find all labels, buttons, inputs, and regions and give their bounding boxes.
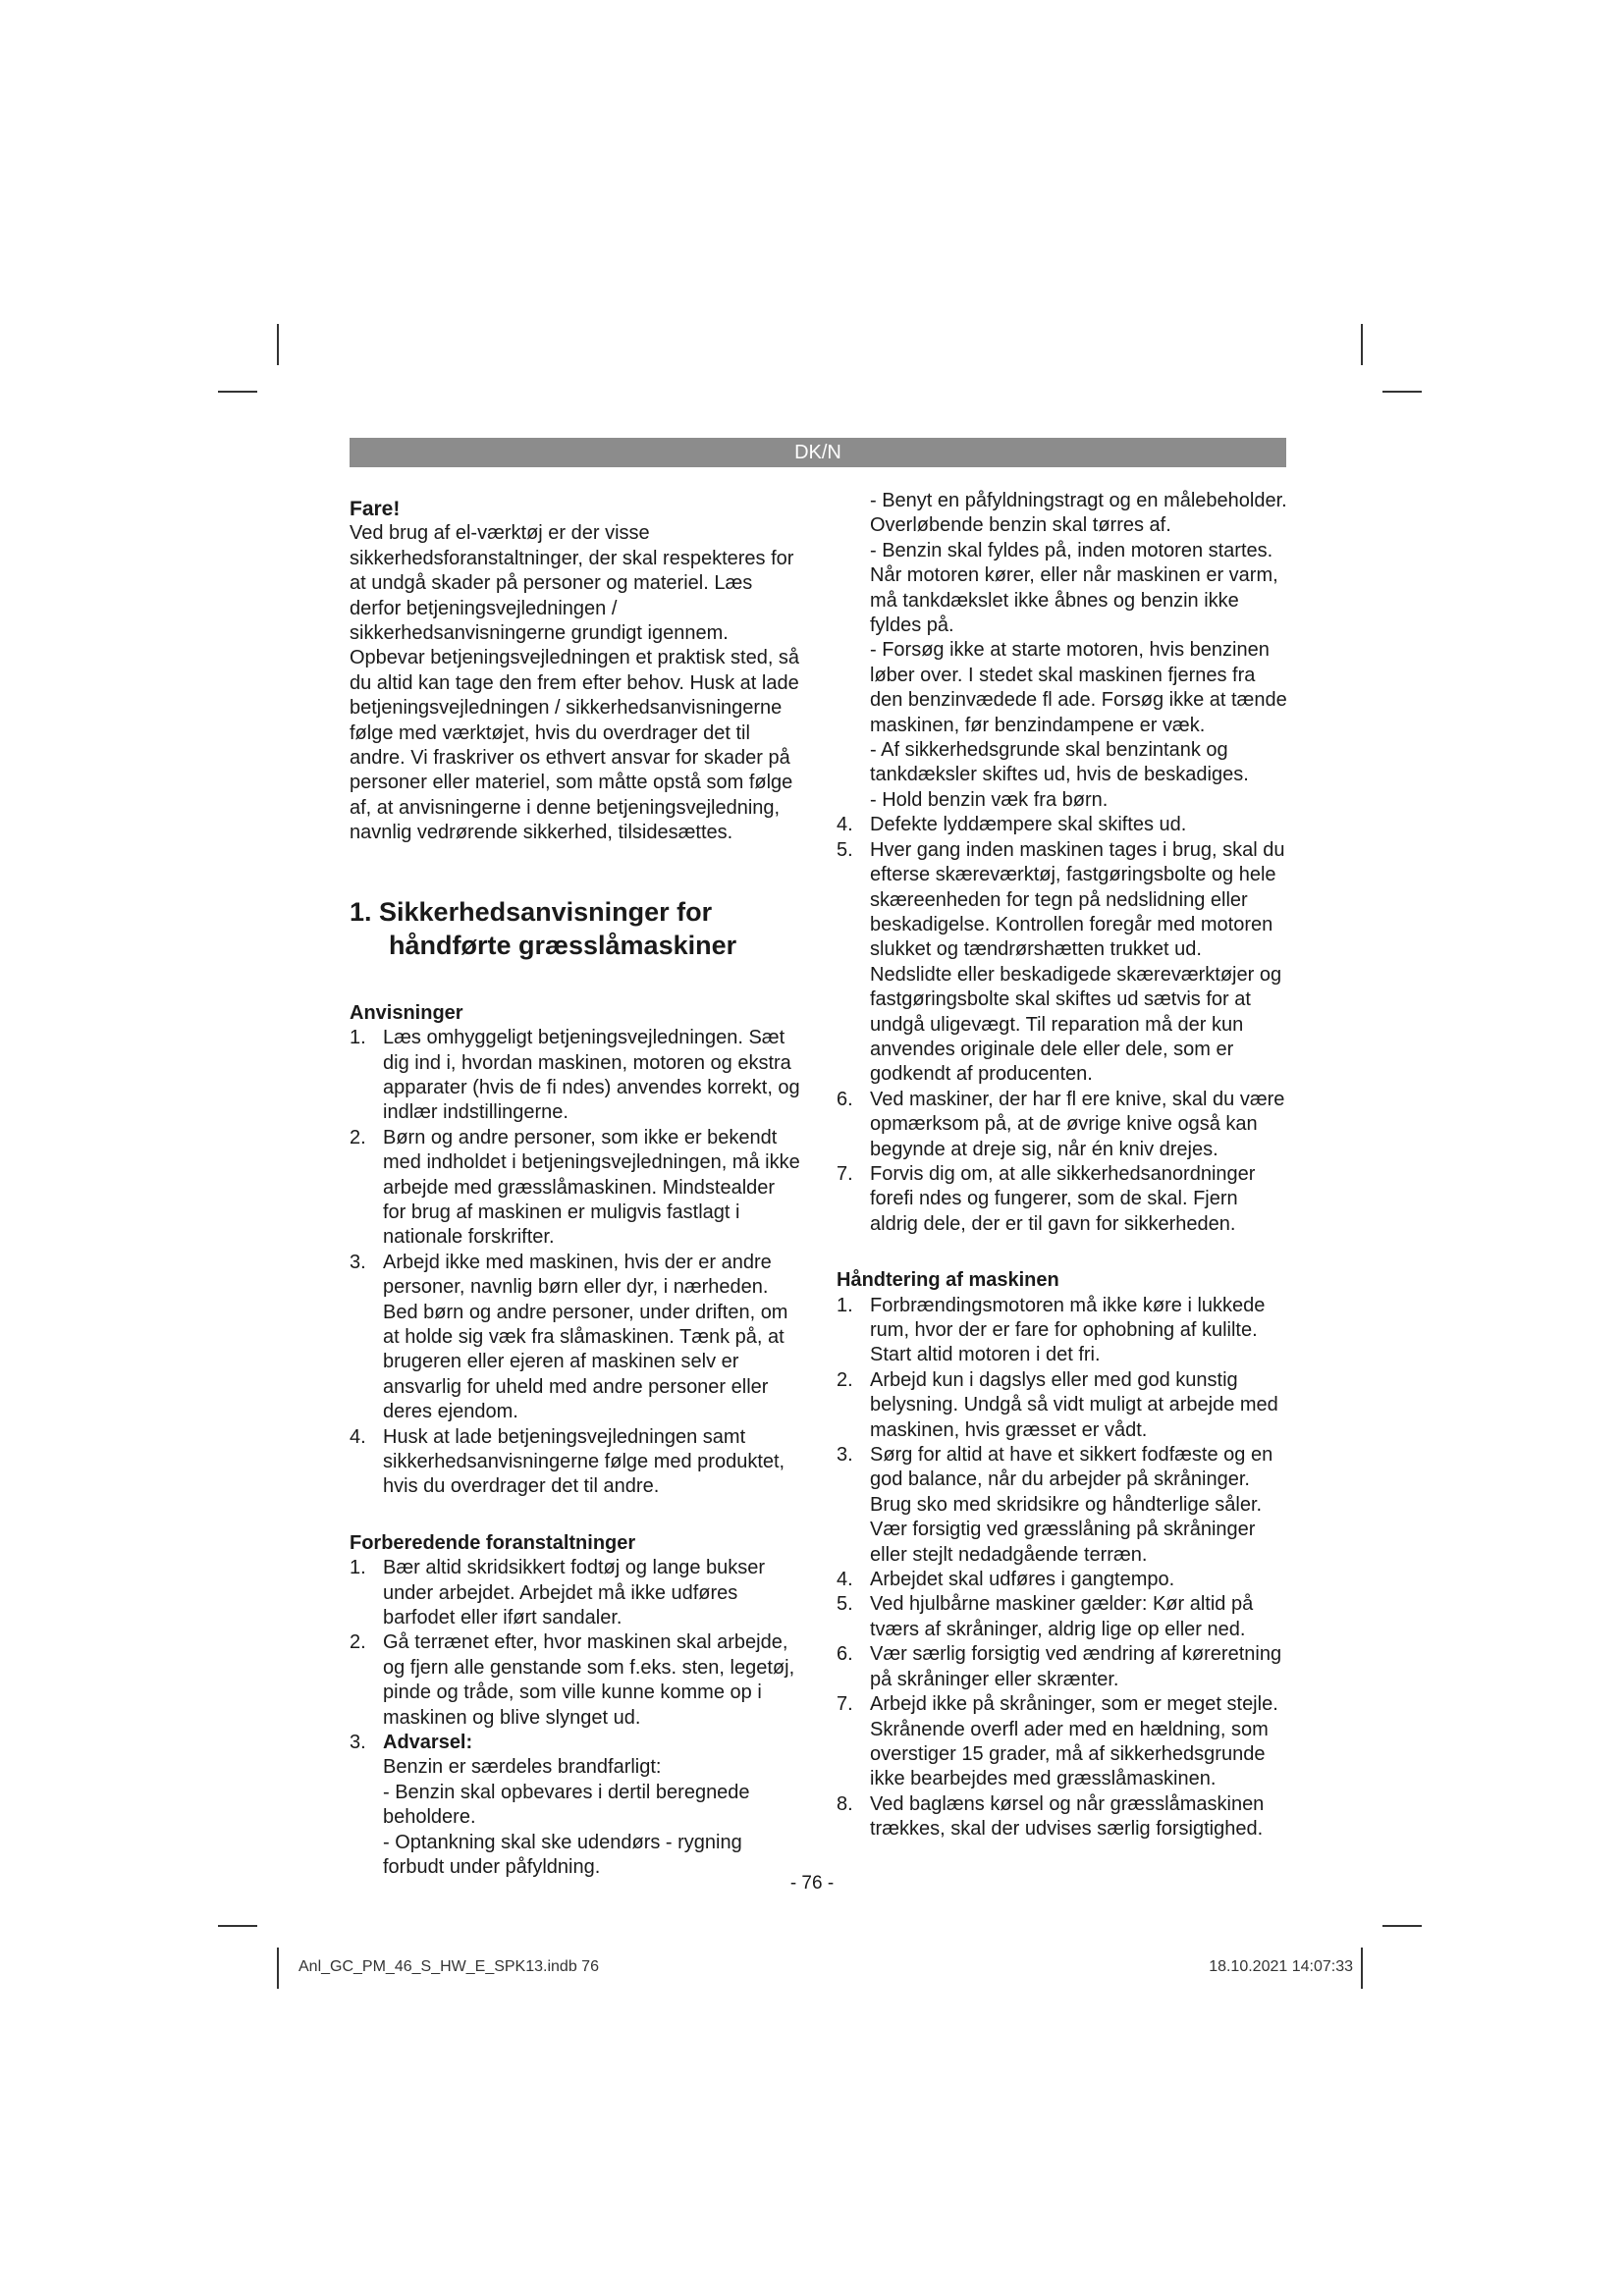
list-item: 3. Sørg for altid at have et sikkert fodfæste og en god balance, når du arbejder på skråninger. Brug sko med skridsikre og håndterlige såler. Vær forsigtig ved græsslåning på skråninger eller stejlt nedadgående terræn. [837,1444,1273,1566]
advarsel-line: - Benzin skal fyldes på, inden motoren startes. Når motoren kører, eller når maskinen er varm, må tankdækslet ikke åbnes og benzin ikke fyldes på. [870,539,1278,637]
right-column [837,489,1288,1842]
list-item: 2. Børn og andre personer, som ikke er bekendt med indholdet i betjeningsvejledningen, må ikke arbejde med græsslåmaskinen. Mindstealder for brug af maskinen er muligvis fastlagt i nationale forskrifter. [350,1126,800,1249]
anvisninger-heading: Anvisninger [350,1001,463,1024]
forberedende-list [350,1556,801,1880]
anvisninger-list [350,1026,801,1500]
list-item: 6. Vær særlig forsigtig ved ændring af køreretning på skråninger eller skrænter. [837,1643,1282,1690]
advarsel-line: - Benzin skal opbevares i dertil beregnede beholdere. [383,1781,750,1829]
language-header: DK/N [350,438,1286,467]
crop-mark [1361,1948,1363,1989]
list-item: 2. Gå terrænet efter, hvor maskinen skal arbejde, og fjern alle genstande som f.eks. sten, legetøj, pinde og tråde, som ville kunne komme op i maskinen og blive slynget ud. [350,1631,795,1729]
list-item: 1. Bær altid skridsikkert fodtøj og lange bukser under arbejdet. Arbejdet må ikke udføres barfodet eller iført sandaler. [350,1557,766,1629]
crop-mark [277,324,279,365]
crop-mark [1382,1925,1422,1927]
fare-text: Ved brug af el-værktøj er der visse sikkerhedsforanstaltninger, der skal respekteres for at undgå skader på personer og materiel. Læs derfor betjeningsvejledningen / sikkerhedsanvisningerne grundigt igennem. Opbevar betjeningsvejledningen et praktisk sted, så du altid kan tage den frem efter behov. Husk at lade betjeningsvejledningen / sikkerhedsanvisningerne følge med værktøjet, hvis du overdrager det til andre. Vi fraskriver os ethvert ansvar for skader på personer eller materiel, som måtte opstå som følge af, at anvisningerne i denne betjeningsvejledning, navnlig vedrørende sikkerhed, tilsidesættes. [350,522,800,844]
advarsel-line: - Hold benzin væk fra børn. [870,788,1109,811]
advarsel-line: - Benyt en påfyldningstragt og en målebeholder. Overløbende benzin skal tørres af. [870,490,1287,537]
list-item: 2. Arbejd kun i dagslys eller med god kunstig belysning. Undgå så vidt muligt at arbejde med maskinen, hvis græsset er vådt. [837,1368,1278,1441]
list-item: 5. Ved hjulbårne maskiner gælder: Kør altid på tværs af skråninger, aldrig lige op eller ned. [837,1593,1254,1640]
forberedende-heading: Forberedende foranstaltninger [350,1531,636,1554]
footer-timestamp: 18.10.2021 14:07:33 [1209,1958,1353,1975]
crop-mark [277,1948,279,1989]
advarsel-line: - Af sikkerhedsgrunde skal benzintank og tankdæksler skiftes ud, hvis de beskadiges. [870,739,1249,786]
list-item: 4. Defekte lyddæmpere skal skiftes ud. [837,814,1187,836]
list-item: 1. Læs omhyggeligt betjeningsvejledningen. Sæt dig ind i, hvordan maskinen, motoren og ekstra apparater (hvis de fi ndes) anvendes korrekt, og indlær indstillingerne. [350,1027,800,1124]
list-item: 4. Husk at lade betjeningsvejledningen samt sikkerhedsanvisningerne følge med produktet, hvis du overdrager det til andre. [350,1425,785,1498]
advarsel-line: Benzin er særdeles brandfarligt: [383,1756,662,1779]
footer-filename: Anl_GC_PM_46_S_HW_E_SPK13.indb 76 [298,1958,599,1975]
page-number: - 76 - [789,1873,835,1894]
crop-mark [218,391,257,393]
list-item: 3. Advarsel: Benzin er særdeles brandfarligt: - Benzin skal opbevares i dertil beregnede beholdere. - Optankning skal ske udendørs - rygning forbudt under påfyldning. [350,1731,801,1880]
list-item: 8. Ved baglæns kørsel og når græsslåmaskinen trækkes, skal der udvises særlig forsigtighed. [837,1792,1265,1841]
crop-mark [1361,324,1363,365]
list-item: 1. Forbrændingsmotoren må ikke køre i lukkede rum, hvor der er fare for ophobning af kulilte. Start altid motoren i det fri. [837,1294,1266,1366]
advarsel-line: - Forsøg ikke at starte motoren, hvis benzinen løber over. I stedet skal maskinen fjernes fra den benzinvædede fl ade. Forsøg ikke at tænde maskinen, før benzindampene er væk. [870,639,1287,736]
crop-mark [218,1925,257,1927]
left-column [350,489,801,1881]
crop-mark [1382,391,1422,393]
advarsel-line: - Optankning skal ske udendørs - rygning forbudt under påfyldning. [383,1831,742,1879]
advarsel-title: Advarsel: [383,1732,473,1754]
list-item: 3. Arbejd ikke med maskinen, hvis der er andre personer, navnlig børn eller dyr, i nærheden. Bed børn og andre personer, under driften, om at holde sig væk fra slåmaskinen. Tænk på, at brugeren eller ejeren af maskinen selv er ansvarlig for uheld med andre personer eller deres ejendom. [350,1251,788,1423]
list-item: 7. Forvis dig om, at alle sikkerhedsanordninger forefi ndes og fungerer, som de skal. Fjern aldrig dele, der er til gavn for sikkerheden. [837,1162,1256,1235]
list-item: 4. Arbejdet skal udføres i gangtempo. [837,1569,1175,1591]
haandtering-heading: Håndtering af maskinen [837,1269,1059,1292]
list-item: 6. Ved maskiner, der har fl ere knive, skal du være opmærksom på, at de øvrige knive også kan begynde at dreje sig, når én kniv drejes. [837,1088,1285,1160]
list-item: 7. Arbejd ikke på skråninger, som er meget stejle. Skrånende overfl ader med en hældning, som overstiger 15 grader, må af sikkerhedsgrunde ikke bearbejdes med græsslåmaskinen. [837,1693,1278,1790]
fare-title: Fare! [350,498,401,520]
forberedende-list-continued [837,813,1288,1237]
list-item: 5. Hver gang inden maskinen tages i brug, skal du efterse skæreværktøj, fastgøringsbolte og hele skæreenheden for tegn på nedslidning eller beskadigelse. Kontrollen foregår med motoren slukket og tændrørshætten trukket ud. Nedslidte eller beskadigede skæreværktøjer og fastgøringsbolte skal skiftes ud sætvis for at undgå uligevægt. Til reparation må der kun anvendes originale dele eller dele, som er godkendt af producenten. [837,838,1285,1086]
advarsel-continued [837,489,1288,813]
section-title: 1. Sikkerhedsanvisninger for håndførte græsslåmaskiner [350,896,737,960]
haandtering-list [837,1294,1288,1842]
